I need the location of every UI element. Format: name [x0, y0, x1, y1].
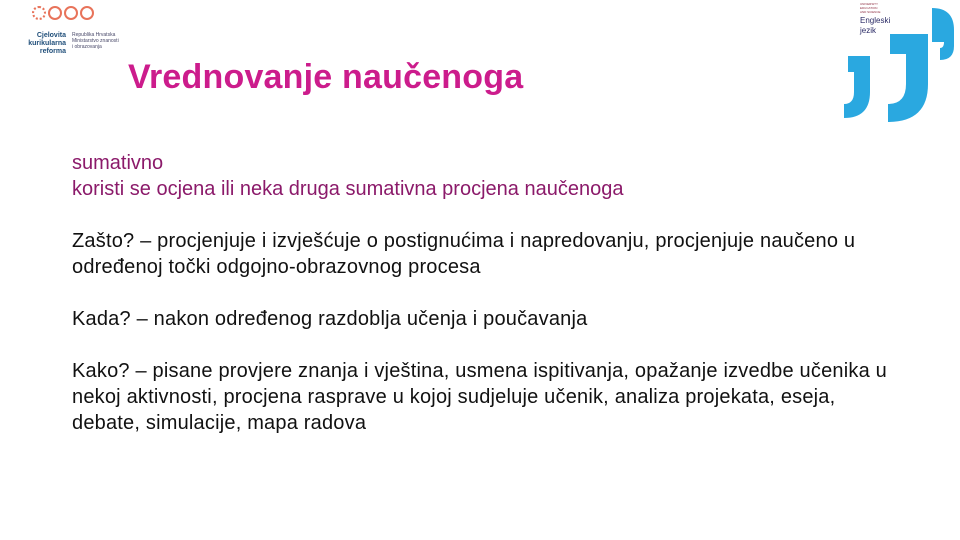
intro-line: sumativno [72, 152, 164, 174]
intro-line: koristi se ocjena ili neka druga sumativna procjena naučenoga [72, 178, 624, 200]
why-lead: Zašto? [72, 230, 135, 252]
logo-ministry-line: Ministarstvo znanosti [72, 38, 119, 44]
logo-ministry-line: i obrazovanja [72, 44, 102, 50]
logo-reform-line: Cjelovita [36, 32, 66, 39]
jj-logo-small-line: AND SCIENCE [860, 10, 881, 14]
logo-reform-text [16, 32, 66, 56]
why-paragraph [72, 228, 892, 280]
slide-content [72, 150, 892, 436]
logo-circle-icon [64, 6, 78, 20]
logo-ministry-text [72, 32, 132, 50]
curricular-reform-logo [12, 6, 122, 64]
why-text: – procjenjuje i izvješćuje o postignućima i napredovanju, procjenjuje naučeno u određenoj točki odgojno-obrazovnog procesa [72, 230, 856, 278]
english-language-logo [840, 0, 960, 125]
jj-logo-small-text [860, 2, 900, 14]
when-paragraph [72, 306, 892, 332]
jj-logo-language-line: jezik [860, 26, 877, 35]
logo-circle-icon [80, 6, 94, 20]
intro-block [72, 150, 892, 202]
logo-circle-icon [48, 6, 62, 20]
when-text: – nakon određenog razdoblja učenja i poučavanja [130, 308, 588, 330]
how-lead: Kako? [72, 360, 130, 382]
logo-circles [32, 6, 94, 20]
jj-logo-language-line: Engleski [860, 16, 891, 25]
how-paragraph [72, 358, 892, 436]
jj-logo-language [860, 16, 890, 36]
jj-logo-icon [840, 0, 960, 125]
logo-circle-icon [32, 6, 46, 20]
logo-ministry-line: Republika Hrvatska [72, 32, 116, 38]
logo-reform-line: kurikularna [28, 40, 66, 47]
how-text: – pisane provjere znanja i vještina, usmena ispitivanja, opažanje izvedbe učenika u nekoj aktivnosti, procjena rasprave u kojoj sudjeluje učenik, analiza projekata, eseja, debate, simulacije, mapa radova [72, 360, 887, 434]
logo-reform-line: reforma [39, 48, 66, 55]
slide-title: Vrednovanje naučenoga [128, 58, 524, 96]
jj-logo-small-line: UNIVERSITY [860, 2, 879, 6]
when-lead: Kada? [72, 308, 131, 330]
jj-logo-small-line: EDUCATION [860, 6, 878, 10]
